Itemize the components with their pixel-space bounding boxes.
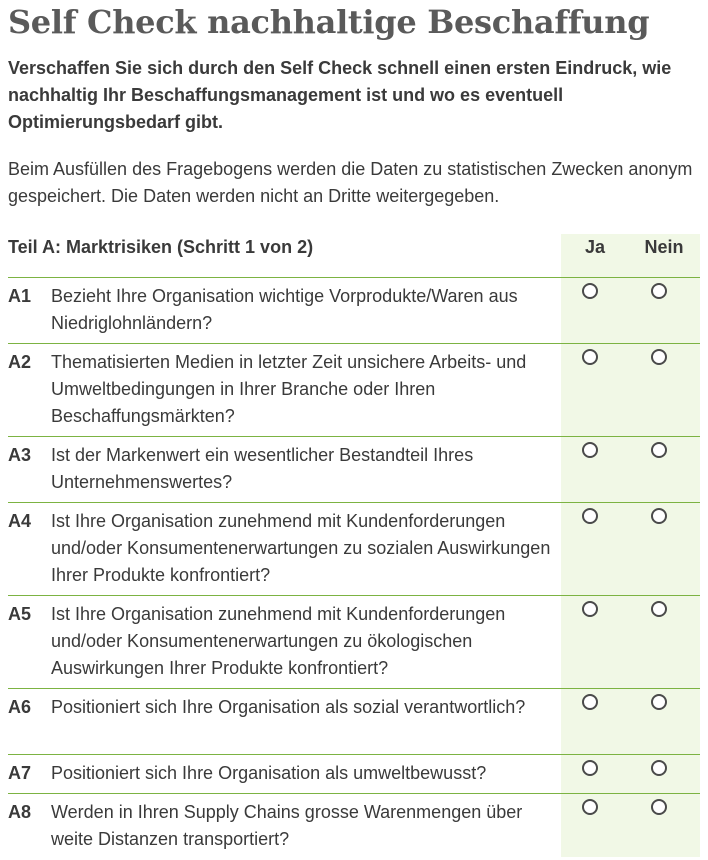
question-text: Ist der Markenwert ein wesentlicher Bestandteil Ihres Unternehmenswertes?: [51, 445, 474, 492]
question-text: Werden in Ihren Supply Chains grosse Warenmengen über weite Distanzen transportiert?: [51, 802, 523, 849]
question-row-a5: [8, 596, 700, 689]
radio-yes-a2[interactable]: [582, 349, 598, 365]
radio-no-a8[interactable]: [651, 799, 667, 815]
section-title: Teil A: Marktrisiken (Schritt 1 von 2): [8, 237, 314, 257]
radio-no-a7[interactable]: [651, 760, 667, 776]
radio-no-a6[interactable]: [651, 694, 667, 710]
question-id: A8: [8, 802, 32, 822]
question-row-a8: [8, 794, 700, 860]
radio-no-a2[interactable]: [651, 349, 667, 365]
question-row-a1: [8, 278, 700, 344]
question-row-a6: [8, 689, 700, 755]
question-id: A2: [8, 352, 32, 372]
column-header-yes: Ja: [584, 237, 606, 257]
question-text: Positioniert sich Ihre Organisation als umweltbewusst?: [51, 763, 487, 783]
question-id: A4: [8, 511, 32, 531]
question-row-a7: [8, 755, 700, 794]
radio-yes-a5[interactable]: [582, 601, 598, 617]
table-header: [8, 234, 700, 278]
question-id: A5: [8, 604, 32, 624]
radio-no-a5[interactable]: [651, 601, 667, 617]
radio-no-a3[interactable]: [651, 442, 667, 458]
intro-lead: Verschaffen Sie sich durch den Self Check schnell einen ersten Eindruck, wie nachhaltig Ihr Beschaffungsmanagement ist und wo es eventuell Optimierungsbedarf gibt.: [8, 58, 672, 132]
page-title: Self Check nachhaltige Beschaffung: [8, 3, 650, 41]
radio-no-a4[interactable]: [651, 508, 667, 524]
question-text: Positioniert sich Ihre Organisation als sozial verantwortlich?: [51, 697, 526, 717]
radio-yes-a8[interactable]: [582, 799, 598, 815]
question-id: A3: [8, 445, 32, 465]
radio-yes-a6[interactable]: [582, 694, 598, 710]
column-header-no: Nein: [644, 237, 684, 257]
radio-yes-a1[interactable]: [582, 283, 598, 299]
question-row-a3: [8, 437, 700, 503]
question-id: A7: [8, 763, 32, 783]
question-text: Thematisierten Medien in letzter Zeit unsichere Arbeits- und Umweltbedingungen in Ihrer Branche oder Ihren Beschaffungsmärkten?: [51, 352, 527, 426]
radio-no-a1[interactable]: [651, 283, 667, 299]
radio-yes-a4[interactable]: [582, 508, 598, 524]
question-row-a4: [8, 503, 700, 596]
question-text: Ist Ihre Organisation zunehmend mit Kundenforderungen und/oder Konsumentenerwartungen zu ökologischen Auswirkungen Ihrer Produkte konfrontiert?: [51, 604, 506, 678]
questionnaire-table: [8, 234, 700, 860]
question-id: A1: [8, 286, 32, 306]
radio-yes-a3[interactable]: [582, 442, 598, 458]
radio-yes-a7[interactable]: [582, 760, 598, 776]
question-text: Bezieht Ihre Organisation wichtige Vorprodukte/Waren aus Niedriglohnländern?: [51, 286, 518, 333]
privacy-notice: Beim Ausfüllen des Fragebogens werden die Daten zu statistischen Zwecken anonym gespeichert. Die Daten werden nicht an Dritte weitergegeben.: [8, 159, 693, 206]
question-row-a2: [8, 344, 700, 437]
question-id: A6: [8, 697, 32, 717]
question-text: Ist Ihre Organisation zunehmend mit Kundenforderungen und/oder Konsumentenerwartungen zu sozialen Auswirkungen Ihrer Produkte konfrontiert?: [51, 511, 551, 585]
